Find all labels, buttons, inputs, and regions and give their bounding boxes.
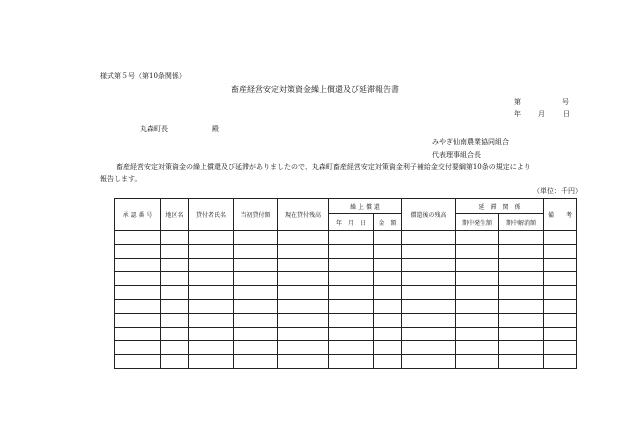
cell-delinquency-resolved[interactable] [499, 231, 544, 245]
cell-current-balance[interactable] [278, 231, 329, 245]
cell-borrower-name[interactable] [189, 327, 234, 341]
cell-initial-loan-amount[interactable] [234, 231, 278, 245]
cell-current-balance[interactable] [278, 244, 329, 258]
column-header-repayment-amount: 金 額 [374, 214, 402, 231]
table-row [115, 286, 577, 300]
cell-delinquency-resolved[interactable] [499, 244, 544, 258]
cell-approval-number[interactable] [115, 244, 161, 258]
cell-repayment-date[interactable] [329, 272, 374, 286]
cell-approval-number[interactable] [115, 272, 161, 286]
cell-post-repayment-balance[interactable] [402, 272, 456, 286]
cell-district[interactable] [161, 313, 189, 327]
column-header-remarks: 備 考 [544, 199, 577, 231]
cell-initial-loan-amount[interactable] [234, 244, 278, 258]
cell-repayment-amount[interactable] [374, 313, 402, 327]
cell-initial-loan-amount[interactable] [234, 355, 278, 369]
column-header-repayment-date: 年 月 日 [329, 214, 374, 231]
cell-repayment-amount[interactable] [374, 341, 402, 355]
cell-remarks[interactable] [544, 355, 577, 369]
cell-remarks[interactable] [544, 299, 577, 313]
cell-approval-number[interactable] [115, 258, 161, 272]
cell-borrower-name[interactable] [189, 299, 234, 313]
cell-delinquency-occurred[interactable] [456, 231, 499, 245]
cell-district[interactable] [161, 355, 189, 369]
cell-initial-loan-amount[interactable] [234, 313, 278, 327]
cell-delinquency-occurred[interactable] [456, 299, 499, 313]
cell-post-repayment-balance[interactable] [402, 244, 456, 258]
cell-post-repayment-balance[interactable] [402, 313, 456, 327]
cell-repayment-date[interactable] [329, 327, 374, 341]
cell-repayment-date[interactable] [329, 341, 374, 355]
cell-delinquency-occurred[interactable] [456, 341, 499, 355]
cell-borrower-name[interactable] [189, 272, 234, 286]
cell-delinquency-resolved[interactable] [499, 341, 544, 355]
cell-borrower-name[interactable] [189, 231, 234, 245]
cell-delinquency-occurred[interactable] [456, 272, 499, 286]
cell-borrower-name[interactable] [189, 258, 234, 272]
cell-borrower-name[interactable] [189, 286, 234, 300]
cell-repayment-amount[interactable] [374, 272, 402, 286]
cell-district[interactable] [161, 244, 189, 258]
column-header-delinquency-occurred: 期中発生額 [456, 214, 499, 231]
cell-repayment-amount[interactable] [374, 231, 402, 245]
cell-remarks[interactable] [544, 272, 577, 286]
cell-approval-number[interactable] [115, 341, 161, 355]
cell-current-balance[interactable] [278, 327, 329, 341]
cell-approval-number[interactable] [115, 327, 161, 341]
table-row [115, 272, 577, 286]
cell-repayment-amount[interactable] [374, 327, 402, 341]
date-month-label: 月 [538, 110, 545, 118]
column-header-approval-number: 承 認 番 号 [115, 199, 161, 231]
cell-borrower-name[interactable] [189, 341, 234, 355]
cell-district[interactable] [161, 272, 189, 286]
cell-remarks[interactable] [544, 341, 577, 355]
cell-borrower-name[interactable] [189, 244, 234, 258]
cell-borrower-name[interactable] [189, 355, 234, 369]
cell-borrower-name[interactable] [189, 313, 234, 327]
cell-district[interactable] [161, 341, 189, 355]
table-row [115, 355, 577, 369]
column-header-borrower-name: 貸付者氏名 [189, 199, 234, 231]
table-row [115, 244, 577, 258]
cell-repayment-amount[interactable] [374, 299, 402, 313]
cell-delinquency-occurred[interactable] [456, 244, 499, 258]
cell-initial-loan-amount[interactable] [234, 299, 278, 313]
document-number-suffix: 号 [562, 98, 569, 106]
cell-approval-number[interactable] [115, 313, 161, 327]
cell-repayment-date[interactable] [329, 231, 374, 245]
cell-repayment-date[interactable] [329, 355, 374, 369]
date-day-label: 日 [563, 110, 570, 118]
cell-initial-loan-amount[interactable] [234, 258, 278, 272]
column-header-district: 地区名 [161, 199, 189, 231]
cell-delinquency-occurred[interactable] [456, 313, 499, 327]
cell-post-repayment-balance[interactable] [402, 355, 456, 369]
cell-remarks[interactable] [544, 313, 577, 327]
cell-remarks[interactable] [544, 327, 577, 341]
cell-approval-number[interactable] [115, 286, 161, 300]
form-number: 様式第５号（第10条関係） [100, 72, 186, 80]
cell-district[interactable] [161, 286, 189, 300]
table-body [115, 231, 577, 369]
cell-initial-loan-amount[interactable] [234, 286, 278, 300]
cell-delinquency-occurred[interactable] [456, 355, 499, 369]
body-text-line1: 畜産経営安定対策資金の繰上償還及び延滞がありましたので、丸森町畜産経営安定対策資金利子補給金交付要綱第10条の規定により [116, 163, 531, 171]
table-row [115, 231, 577, 245]
cell-district[interactable] [161, 299, 189, 313]
date-year-label: 年 [514, 110, 521, 118]
cell-post-repayment-balance[interactable] [402, 341, 456, 355]
cell-approval-number[interactable] [115, 299, 161, 313]
cell-delinquency-occurred[interactable] [456, 258, 499, 272]
cell-remarks[interactable] [544, 286, 577, 300]
cell-delinquency-occurred[interactable] [456, 327, 499, 341]
cell-delinquency-resolved[interactable] [499, 286, 544, 300]
cell-initial-loan-amount[interactable] [234, 327, 278, 341]
cell-post-repayment-balance[interactable] [402, 327, 456, 341]
cell-repayment-amount[interactable] [374, 355, 402, 369]
cell-post-repayment-balance[interactable] [402, 258, 456, 272]
cell-district[interactable] [161, 231, 189, 245]
cell-remarks[interactable] [544, 244, 577, 258]
cell-current-balance[interactable] [278, 272, 329, 286]
cell-initial-loan-amount[interactable] [234, 272, 278, 286]
cell-remarks[interactable] [544, 231, 577, 245]
table-row [115, 327, 577, 341]
column-header-delinquency: 延 滞 関 係 [456, 199, 544, 214]
cell-remarks[interactable] [544, 258, 577, 272]
cell-repayment-date[interactable] [329, 313, 374, 327]
cell-post-repayment-balance[interactable] [402, 299, 456, 313]
cell-current-balance[interactable] [278, 341, 329, 355]
cell-current-balance[interactable] [278, 355, 329, 369]
column-header-current-balance: 現在貸付残高 [278, 199, 329, 231]
table-row [115, 341, 577, 355]
cell-post-repayment-balance[interactable] [402, 231, 456, 245]
cell-delinquency-resolved[interactable] [499, 272, 544, 286]
report-table [114, 198, 577, 369]
unit-label: （単位：千円） [533, 187, 582, 195]
document-number-label: 第 [514, 98, 521, 106]
addressee-honorific: 殿 [212, 125, 219, 133]
cell-current-balance[interactable] [278, 286, 329, 300]
cell-current-balance[interactable] [278, 299, 329, 313]
column-header-delinquency-resolved: 期中解消額 [499, 214, 544, 231]
cell-delinquency-resolved[interactable] [499, 313, 544, 327]
cell-current-balance[interactable] [278, 313, 329, 327]
cell-repayment-date[interactable] [329, 244, 374, 258]
cell-district[interactable] [161, 258, 189, 272]
cell-repayment-date[interactable] [329, 286, 374, 300]
cell-delinquency-resolved[interactable] [499, 258, 544, 272]
cell-approval-number[interactable] [115, 231, 161, 245]
body-text-line2: 報告します。 [100, 175, 142, 183]
table-row [115, 299, 577, 313]
cell-repayment-amount[interactable] [374, 258, 402, 272]
cell-repayment-date[interactable] [329, 299, 374, 313]
document-title: 畜産経営安定対策資金繰上償還及び延滞報告書 [231, 85, 399, 94]
column-header-early-repayment: 繰 上 償 還 [329, 199, 402, 214]
cell-delinquency-occurred[interactable] [456, 286, 499, 300]
table-row [115, 258, 577, 272]
table-row [115, 313, 577, 327]
cell-repayment-amount[interactable] [374, 286, 402, 300]
cell-repayment-date[interactable] [329, 258, 374, 272]
issuer-representative: 代表理事組合長 [432, 151, 481, 159]
column-header-post-repayment-balance: 償還後の残高 [402, 199, 456, 231]
issuer-organization: みやぎ仙南農業協同組合 [432, 138, 509, 146]
cell-delinquency-resolved[interactable] [499, 299, 544, 313]
cell-post-repayment-balance[interactable] [402, 286, 456, 300]
cell-repayment-amount[interactable] [374, 244, 402, 258]
cell-initial-loan-amount[interactable] [234, 341, 278, 355]
cell-current-balance[interactable] [278, 258, 329, 272]
cell-delinquency-resolved[interactable] [499, 355, 544, 369]
column-header-initial-loan-amount: 当初貸付額 [234, 199, 278, 231]
cell-delinquency-resolved[interactable] [499, 327, 544, 341]
addressee: 丸森町長 [140, 125, 168, 133]
cell-approval-number[interactable] [115, 355, 161, 369]
cell-district[interactable] [161, 327, 189, 341]
